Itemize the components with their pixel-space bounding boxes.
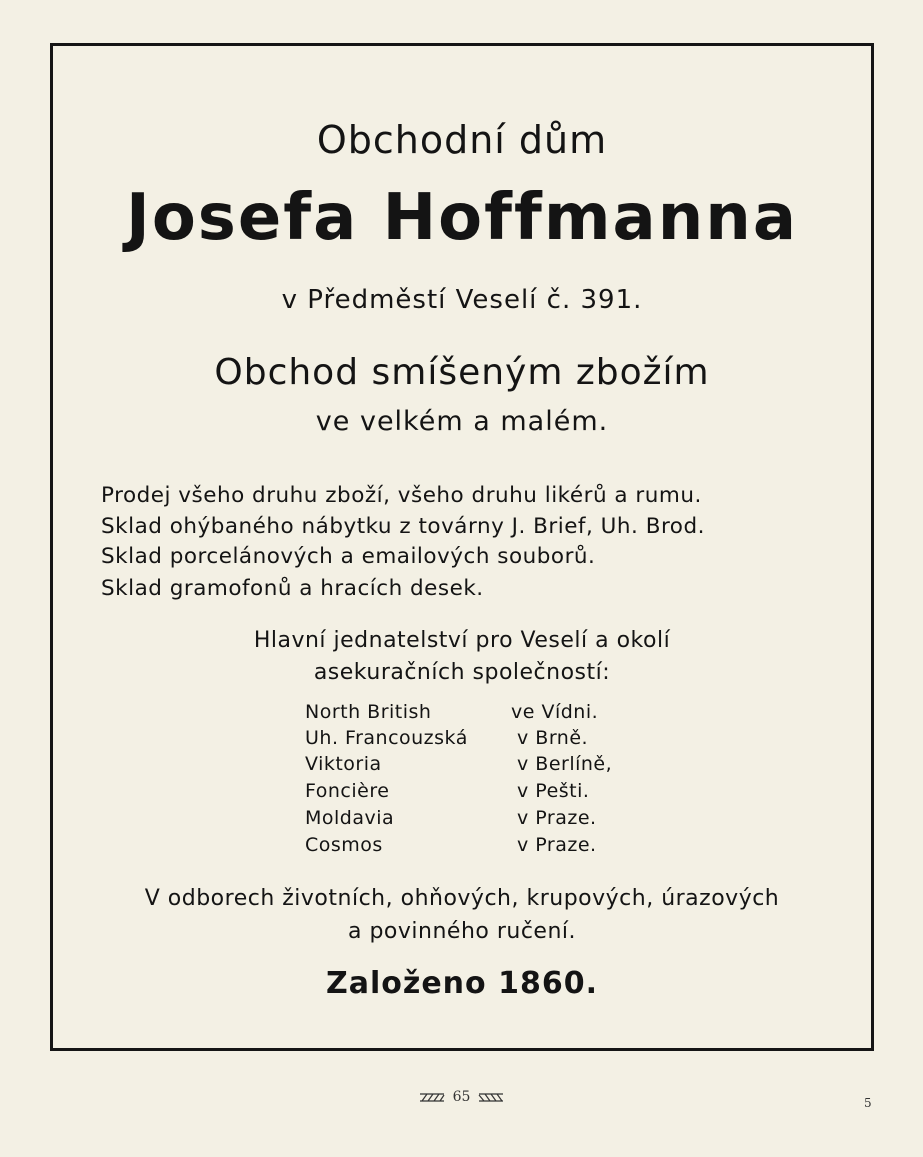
insurer-city: v Brně. (517, 727, 589, 749)
insurer-city: v Berlíně, (517, 753, 613, 775)
insurer-name: North British (305, 701, 432, 723)
branches-line: a povinného ručení. (347, 919, 577, 944)
address: v Předměstí Veselí č. 391. (281, 285, 643, 315)
insurer-city: ve Vídni. (511, 701, 599, 723)
branches-line: V odborech životních, ohňových, krupových, úrazových (144, 886, 780, 911)
insurer-name: Uh. Francouzská (305, 727, 468, 749)
heading: Obchodní dům (316, 118, 608, 162)
company-name: Josefa Hoffmanna (126, 181, 798, 255)
ornament-right-icon (478, 1093, 504, 1102)
insurer-name: Moldavia (305, 807, 395, 829)
agency-subheading: asekuračních společností: (313, 660, 611, 685)
description-line: Prodej všeho druhu zboží, všeho druhu likérů a rumu. (101, 483, 702, 508)
business-subtitle: ve velkém a malém. (315, 406, 609, 437)
page-number: 65 (452, 1089, 471, 1105)
insurer-name: Viktoria (305, 753, 382, 775)
founded: Založeno 1860. (325, 966, 598, 1001)
advertisement-frame (50, 43, 874, 1051)
insurer-city: v Praze. (517, 834, 597, 856)
page-footer (0, 1089, 923, 1105)
description-line: Sklad porcelánových a emailových souborů. (101, 544, 596, 569)
insurer-name: Foncière (305, 780, 390, 802)
insurer-city: v Pešti. (517, 780, 590, 802)
description-line: Sklad gramofonů a hracích desek. (101, 576, 484, 601)
insurer-city: v Praze. (517, 807, 597, 829)
ornament-left-icon (419, 1093, 445, 1102)
corner-page-number: 5 (864, 1096, 872, 1110)
business-type: Obchod smíšeným zbožím (214, 352, 710, 393)
description-line: Sklad ohýbaného nábytku z továrny J. Brief, Uh. Brod. (101, 514, 705, 539)
insurer-name: Cosmos (305, 834, 383, 856)
agency-heading: Hlavní jednatelství pro Veselí a okolí (253, 628, 671, 653)
